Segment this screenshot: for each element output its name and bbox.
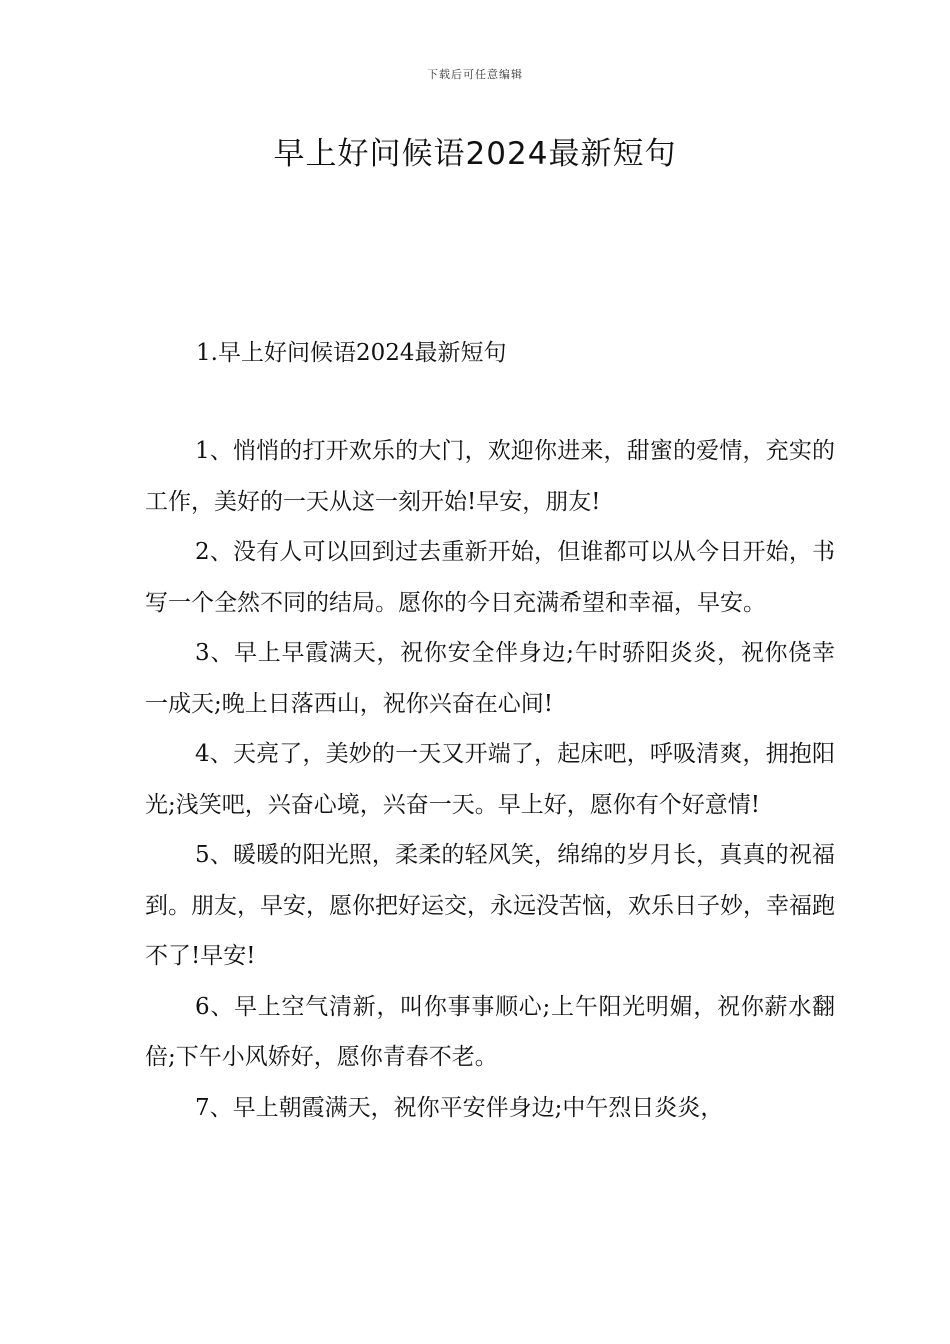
- paragraph-1: 1、悄悄的打开欢乐的大门，欢迎你进来，甜蜜的爱情，充实的工作，美好的一天从这一刻开始!早安，朋友!: [145, 438, 835, 515]
- paragraph-3: 3、早上早霞满天，祝你安全伴身边;午时骄阳炎炎，祝你侥幸一成天;晚上日落西山，祝你兴奋在心间!: [145, 640, 835, 717]
- paragraph-6: 6、早上空气清新，叫你事事顺心;上午阳光明媚，祝你薪水翻倍;下午小风娇好，愿你青春不老。: [145, 993, 835, 1070]
- paragraph-2: 2、没有人可以回到过去重新开始，但谁都可以从今日开始，书写一个全然不同的结局。愿你的今日充满希望和幸福，早安。: [145, 539, 835, 616]
- document-body: [145, 426, 835, 1133]
- document-title: 早上好问候语2024最新短句: [273, 136, 677, 172]
- paragraph-4: 4、天亮了，美妙的一天又开端了，起床吧，呼吸清爽，拥抱阳光;浅笑吧，兴奋心境，兴奋一天。早上好，愿你有个好意情!: [145, 741, 835, 818]
- paragraph-7: 7、早上朝霞满天，祝你平安伴身边;中午烈日炎炎，: [195, 1094, 724, 1121]
- paragraph-5: 5、暖暖的阳光照，柔柔的轻风笑，绵绵的岁月长，真真的祝福到。朋友，早安，愿你把好运交，永远没苦恼，欢乐日子妙，幸福跑不了!早安!: [145, 842, 835, 969]
- header-note: 下载后可任意编辑: [427, 68, 523, 81]
- section-title: 1.早上好问候语2024最新短句: [196, 340, 507, 366]
